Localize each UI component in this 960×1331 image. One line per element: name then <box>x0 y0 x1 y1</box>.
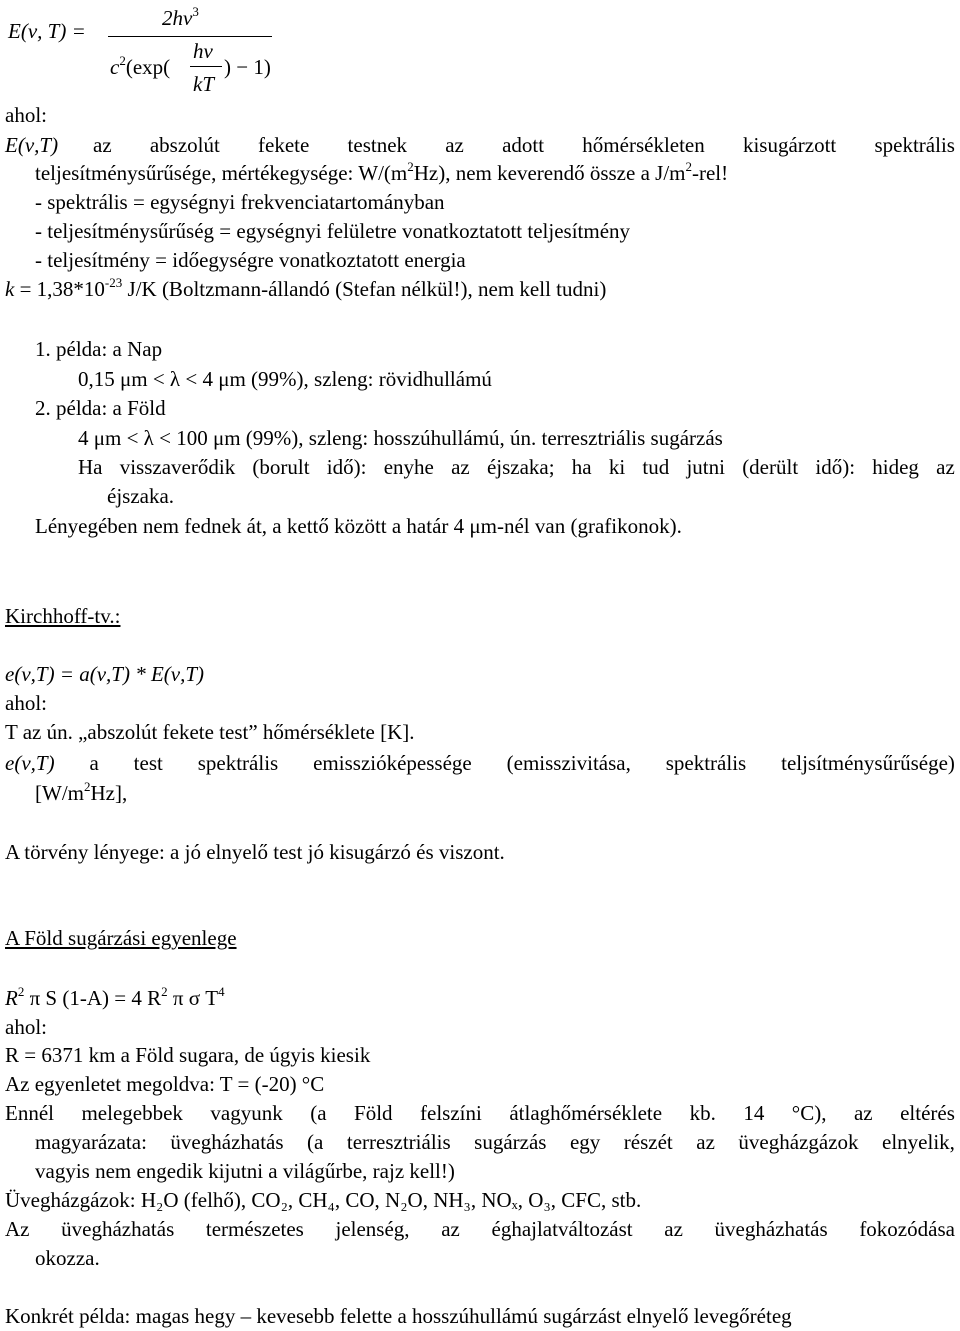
concrete-example-line: Konkrét példa: magas hegy – kevesebb felette a hosszúhullámú sugárzást elnyelő levegőréteg <box>5 1304 792 1328</box>
kirchhoff-t-definition: T az ún. „abszolút fekete test” hőmérséklete [K]. <box>5 720 415 744</box>
kirchhoff-e-definition: e(ν,T) a test spektrális emisszióképessége (emisszivitása, spektrális teljsítménysűrűsége) <box>5 751 955 775</box>
example2-title: 2. példa: a Föld <box>35 396 166 420</box>
boltzmann-line: $k = 1,38*10^{-23}$ J/K (Boltzmann-állandó (Stefan nélkül!), nem kell tudni) <box>5 275 607 301</box>
def-e-line1: az abszolút fekete testnek az adott hőmérsékleten kisugárzott spektrális <box>93 133 955 157</box>
warmer-line3: vagyis nem engedik kijutni a világűrbe, rajz kell!) <box>35 1159 455 1183</box>
planck-lhs: E(ν, T) = <box>8 19 86 43</box>
planck-numerator: $2h\nu^3$ <box>162 4 199 30</box>
planck-inner-fraction-bar <box>190 66 222 67</box>
natural-line2: okozza. <box>35 1246 100 1270</box>
balance-equation: $R^2$ π S (1-A) = 4 $R^2$ π σ $T^4$ <box>5 984 225 1010</box>
example2-line3: éjszaka. <box>107 484 175 508</box>
def-e-symbol: E(ν,T) <box>5 133 59 157</box>
essence-line: Lényegében nem fednek át, a kettő között a határ 4 μm-nél van (grafikonok). <box>35 514 682 538</box>
kirchhoff-heading: Kirchhoff-tv.: <box>5 604 121 628</box>
natural-line1: Az üvegházhatás természetes jelenség, az éghajlatváltozást az üvegházhatás fokozódása <box>5 1217 955 1241</box>
example1-body: 0,15 μm < λ < 4 μm (99%), szleng: rövidhullámú <box>78 367 492 391</box>
solution-line: Az egyenletet megoldva: T = (-20) °C <box>5 1072 325 1096</box>
greenhouse-gases-line: Üvegházgázok: H₂O (felhő), CO₂, CH₄, CO, N₂O, NH₃, NOₓ, O₃, CFC, stb. <box>5 1188 642 1212</box>
note-spektralis: - spektrális = egységnyi frekvenciatartományban <box>35 190 445 214</box>
planck-fraction-bar <box>108 36 272 37</box>
example1-title: 1. példa: a Nap <box>35 337 163 361</box>
planck-denominator: $c^2(\exp$( <box>110 53 171 79</box>
radius-line: R = 6371 km a Föld sugara, de úgyis kiesik <box>5 1043 371 1067</box>
kirchhoff-equation: e(ν,T) = a(ν,T) * E(ν,T) <box>5 662 205 686</box>
planck-inner-numerator: hν <box>193 39 213 63</box>
kirchhoff-essence: A törvény lényege: a jó elnyelő test jó kisugárzó és viszont. <box>5 840 505 864</box>
example2-line2: Ha visszaverődik (borult idő): enyhe az éjszaka; ha ki tud jutni (derült idő): hideg az <box>78 455 955 479</box>
ahol-label-1: ahol: <box>5 103 47 127</box>
warmer-line1: Ennél melegebbek vagyunk (a Föld felszíni átlaghőmérséklete kb. 14 °C), az eltérés <box>5 1101 955 1125</box>
ahol-label-3: ahol: <box>5 1015 47 1039</box>
planck-inner-denominator: kT <box>193 72 214 96</box>
balance-heading: A Föld sugárzási egyenlege <box>5 926 237 950</box>
kirchhoff-e-unit: $[W/m^2Hz]$, <box>35 779 128 805</box>
warmer-line2: magyarázata: üvegházhatás (a terresztriális sugárzás egy részét az üvegházgázok elnyelik, <box>35 1130 955 1154</box>
example2-body: 4 μm < λ < 100 μm (99%), szleng: hosszúhullámú, ún. terresztriális sugárzás <box>78 426 723 450</box>
note-teljesitmeny: - teljesítmény = időegységre vonatkoztatott energia <box>35 248 466 272</box>
ahol-label-2: ahol: <box>5 691 47 715</box>
planck-denominator-close: ) − 1) <box>224 55 271 79</box>
def-e-line2: teljesítménysűrűsége, mértékegysége: $W/(m^2Hz)$, nem keverendő össze a $J/m^2$-rel! <box>35 159 729 185</box>
note-teljesitmenysuruseg: - teljesítménysűrűség = egységnyi felületre vonatkoztatott teljesítmény <box>35 219 631 243</box>
